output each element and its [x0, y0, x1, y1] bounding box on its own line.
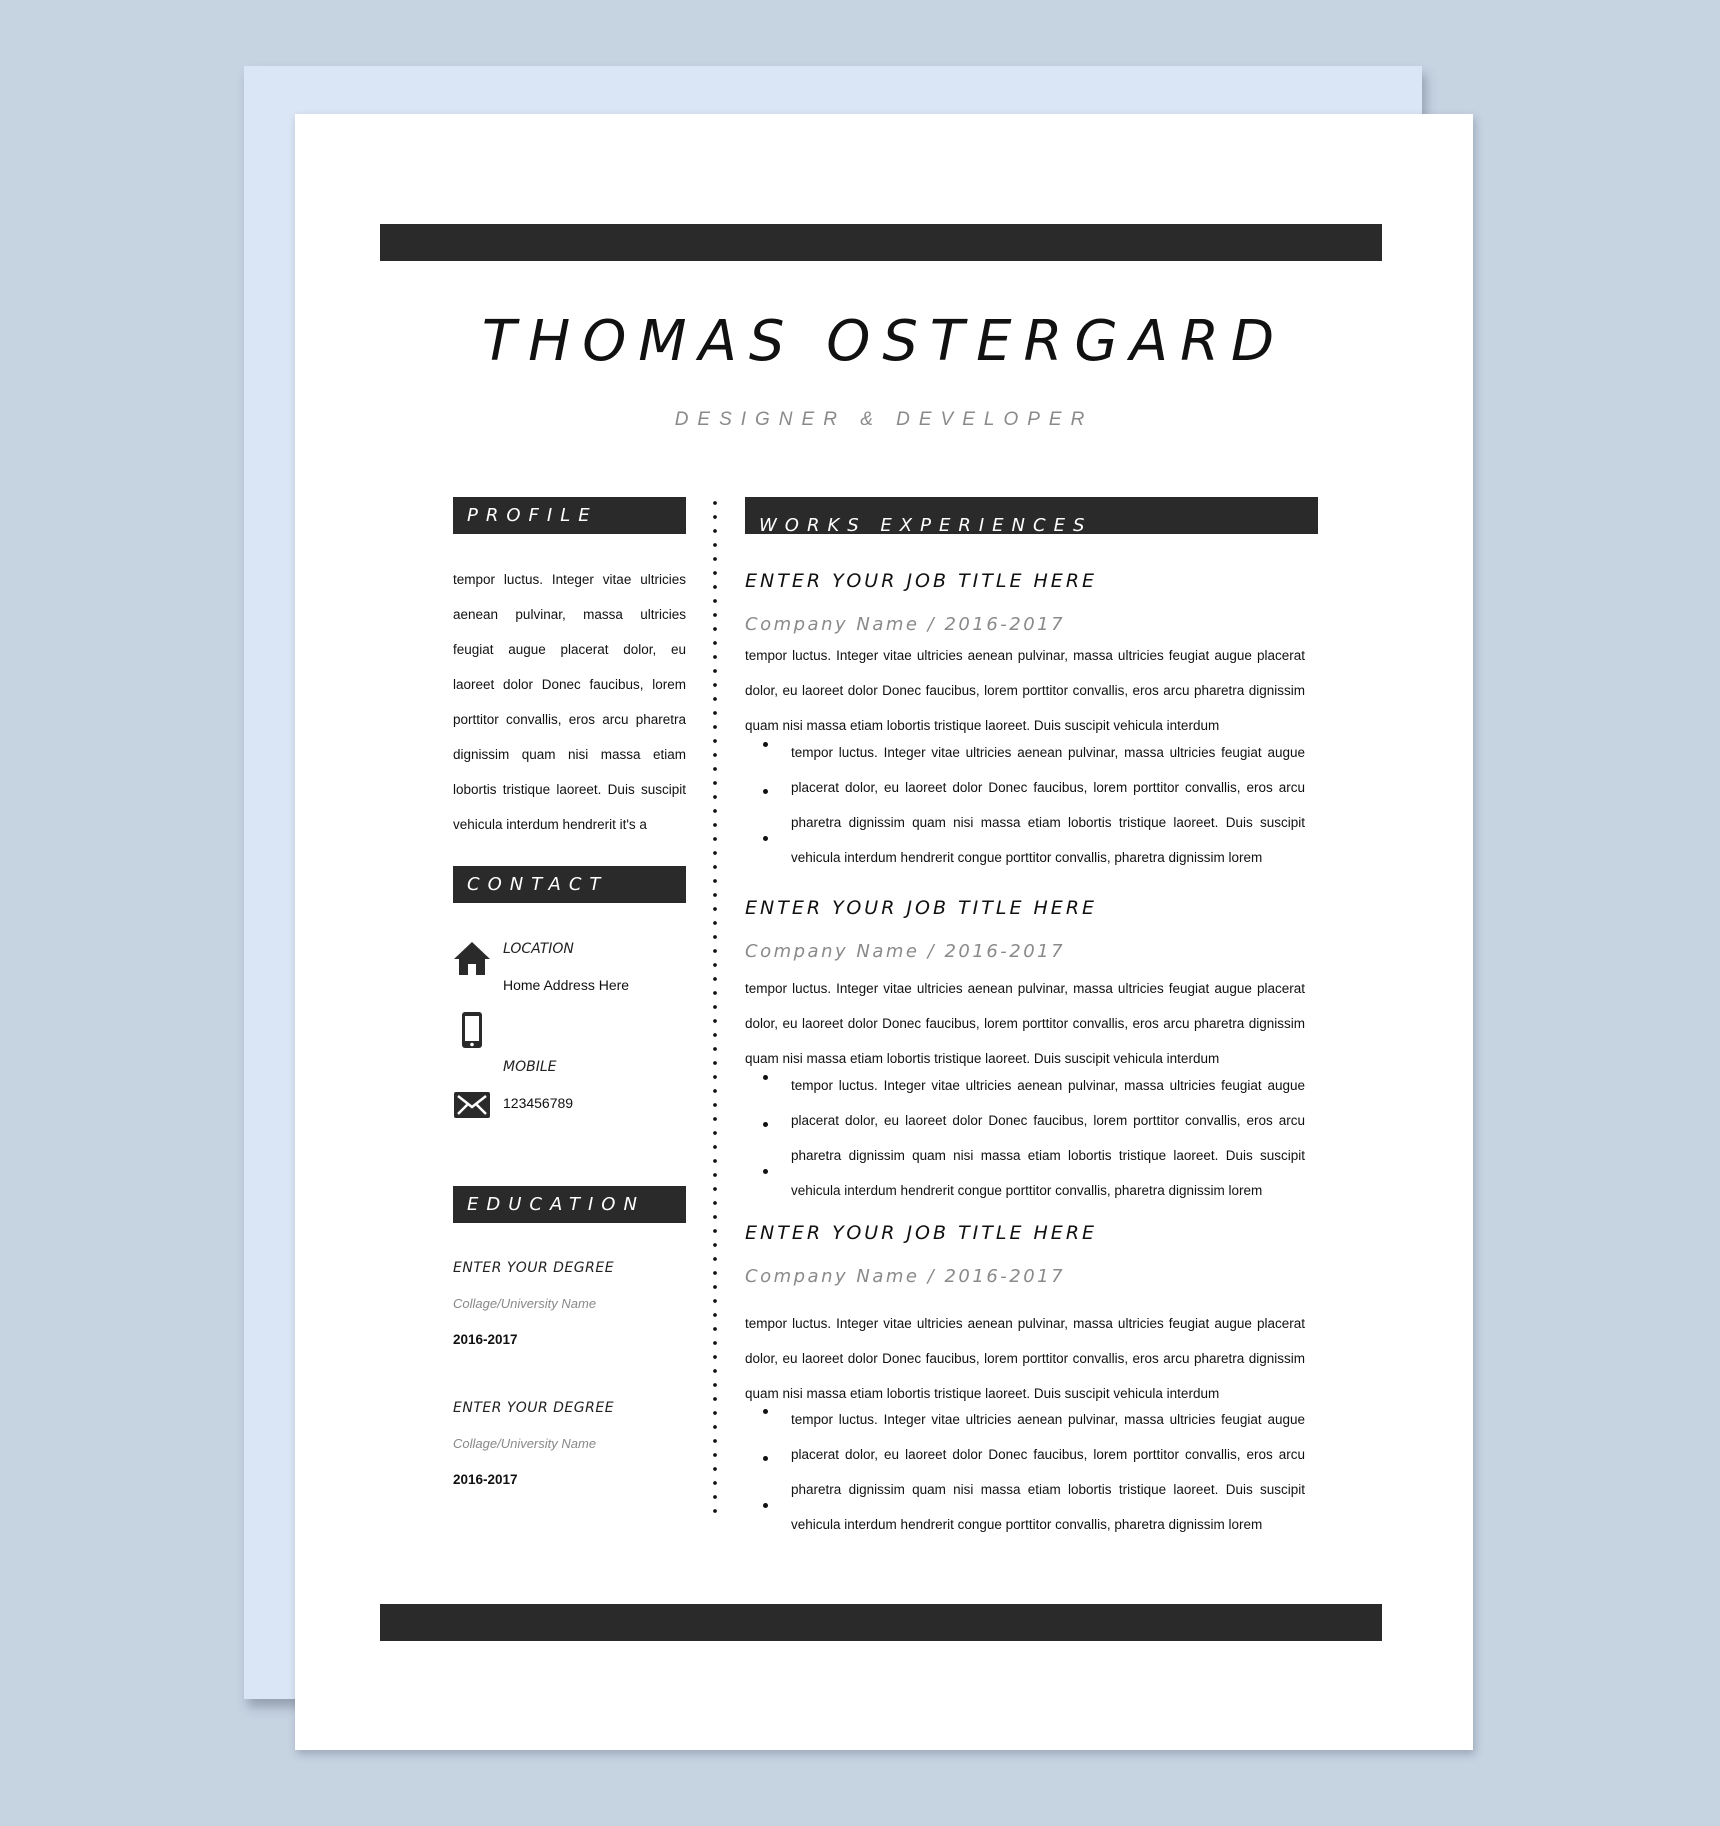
bullet-dot [763, 1169, 768, 1174]
job-title: ENTER YOUR JOB TITLE HERE [745, 897, 1098, 919]
education-year: 2016-2017 [453, 1332, 518, 1347]
education-year: 2016-2017 [453, 1472, 518, 1487]
candidate-name: THOMAS OSTERGARD [481, 309, 1287, 374]
column-divider [713, 496, 717, 1516]
bullet-dot [763, 789, 768, 794]
job-title: ENTER YOUR JOB TITLE HERE [745, 1222, 1098, 1244]
education-school: Collage/University Name [453, 1436, 597, 1451]
bullet-text: tempor luctus. Integer vitae ultricies aenean pulvinar, massa ultricies feugiat augue placerat dolor, eu laoreet dolor Donec faucibus, lorem porttitor convallis, eros arcu pharetra dignissim quam nisi massa etiam lobortis tristique laoreet. Duis suscipit vehicula interdum hendrerit congue porttitor convallis, pharetra dignissim lorem [791, 745, 1305, 865]
education-heading: EDUCATION [453, 1186, 686, 1223]
mobile-value: 123456789 [503, 1095, 574, 1111]
job-description: tempor luctus. Integer vitae ultricies aenean pulvinar, massa ultricies feugiat augue placerat dolor, eu laoreet dolor Donec faucibus, lorem porttitor convallis, eros arcu pharetra dignissim quam nisi massa etiam lobortis tristique laoreet. Duis suscipit vehicula interdum [745, 981, 1305, 1066]
job-company: Company Name / 2016-2017 [745, 941, 1066, 962]
candidate-role: DESIGNER & DEVELOPER [674, 409, 1094, 430]
bullet-dot [763, 1409, 768, 1414]
top-bar [380, 224, 1382, 261]
bullet-dot [763, 742, 768, 747]
works-heading [745, 497, 1318, 534]
works-heading-label: WORKS EXPERIENCES [759, 515, 1093, 536]
job-bullets [745, 1068, 1305, 1198]
location-value: Home Address Here [503, 977, 630, 993]
bullet-text: tempor luctus. Integer vitae ultricies aenean pulvinar, massa ultricies feugiat augue placerat dolor, eu laoreet dolor Donec faucibus, lorem porttitor convallis, eros arcu pharetra dignissim quam nisi massa etiam lobortis tristique laoreet. Duis suscipit vehicula interdum hendrerit congue porttitor convallis, pharetra dignissim lorem [791, 1412, 1305, 1532]
job-bullets [745, 1402, 1305, 1532]
resume-page [295, 114, 1473, 1750]
job-bullets [745, 735, 1305, 865]
job-description: tempor luctus. Integer vitae ultricies aenean pulvinar, massa ultricies feugiat augue placerat dolor, eu laoreet dolor Donec faucibus, lorem porttitor convallis, eros arcu pharetra dignissim quam nisi massa etiam lobortis tristique laoreet. Duis suscipit vehicula interdum [745, 1316, 1305, 1401]
bullet-dot [763, 1075, 768, 1080]
phone-icon [453, 1011, 491, 1049]
profile-text: tempor luctus. Integer vitae ultricies aenean pulvinar, massa ultricies feugiat augue placerat dolor, eu laoreet dolor Donec faucibus, lorem porttitor convallis, eros arcu pharetra dignissim quam nisi massa etiam lobortis tristique laoreet. Duis suscipit vehicula interdum hendrerit it's a [453, 572, 686, 832]
bullet-dot [763, 836, 768, 841]
mobile-label: MOBILE [503, 1059, 557, 1075]
job-title: ENTER YOUR JOB TITLE HERE [745, 570, 1098, 592]
job-description: tempor luctus. Integer vitae ultricies aenean pulvinar, massa ultricies feugiat augue placerat dolor, eu laoreet dolor Donec faucibus, lorem porttitor convallis, eros arcu pharetra dignissim quam nisi massa etiam lobortis tristique laoreet. Duis suscipit vehicula interdum [745, 648, 1305, 733]
contact-heading: CONTACT [453, 866, 686, 903]
bullet-dot [763, 1503, 768, 1508]
bullet-text: tempor luctus. Integer vitae ultricies aenean pulvinar, massa ultricies feugiat augue placerat dolor, eu laoreet dolor Donec faucibus, lorem porttitor convallis, eros arcu pharetra dignissim quam nisi massa etiam lobortis tristique laoreet. Duis suscipit vehicula interdum hendrerit congue porttitor convallis, pharetra dignissim lorem [791, 1078, 1305, 1198]
bullet-dot [763, 1122, 768, 1127]
location-label: LOCATION [503, 941, 574, 957]
bottom-bar [380, 1604, 1382, 1641]
bullet-dot [763, 1456, 768, 1461]
education-school: Collage/University Name [453, 1296, 597, 1311]
education-degree: ENTER YOUR DEGREE [453, 1260, 615, 1276]
profile-heading: PROFILE [453, 497, 686, 534]
job-company: Company Name / 2016-2017 [745, 1266, 1066, 1287]
mail-icon [453, 1085, 491, 1123]
home-icon [453, 939, 491, 977]
job-company: Company Name / 2016-2017 [745, 614, 1066, 635]
education-degree: ENTER YOUR DEGREE [453, 1400, 615, 1416]
